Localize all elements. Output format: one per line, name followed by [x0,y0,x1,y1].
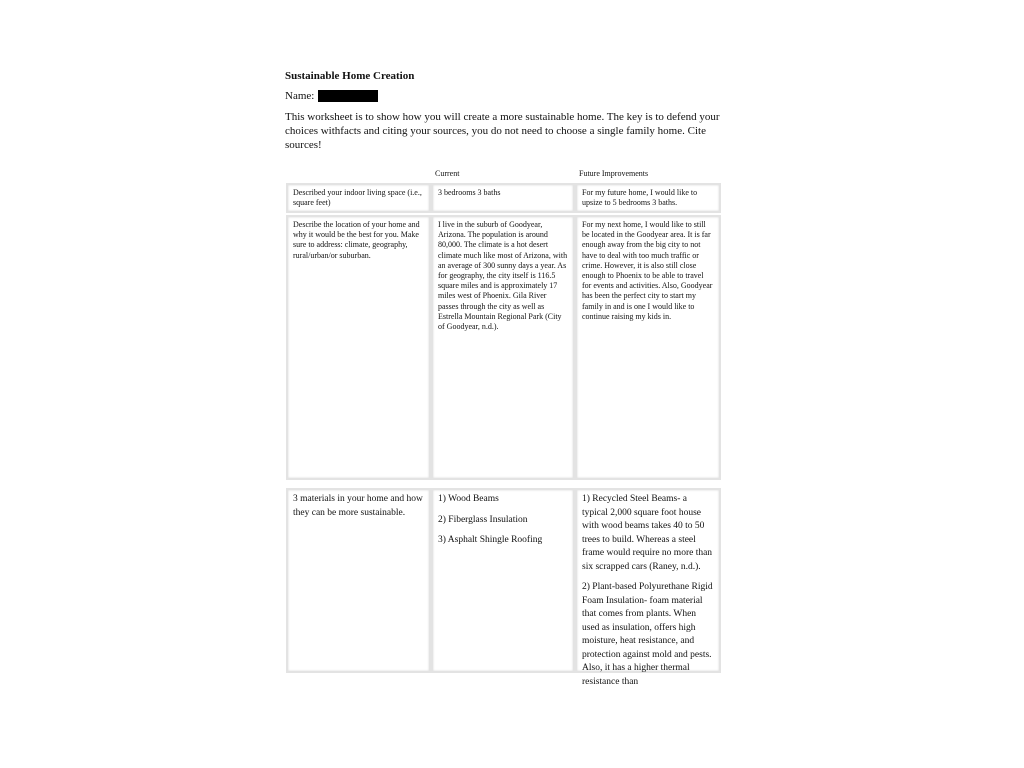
table-header-row [286,167,721,181]
worksheet-table [286,167,721,687]
redacted-name-box [318,90,378,102]
current-item: 3) Asphalt Shingle Roofing [438,535,543,545]
worksheet-page [285,70,735,152]
future-cell: For my next home, I would like to still be located in the Goodyear area. It is far enough away from the big city to not have to deal with too much traffic or crime. However, it is also still close enough to Phoenix to be able to travel for events and activities. Also, Goodyear has been the perfect city to start my family in and is one I would like to continue raising my kids in. [575,215,721,480]
row-label: 3 materials in your home and how they can be more sustainable. [286,488,431,673]
future-item: 2) Plant-based Polyurethane Rigid Foam Insulation- foam material that comes from plants. When used as insulation, offers high moisture, heat resistance, and protection against mold and pests. Also, it has a higher thermal resistance than [582,582,713,687]
document-title: Sustainable Home Creation [285,70,415,82]
row-label: Describe the location of your home and why it would be the best for you. Make sure to address: climate, geography, rural/urban/or suburban. [286,215,431,480]
future-item: 1) Recycled Steel Beams- a typical 2,000 square foot house with wood beams takes 40 to 50 trees to build. Whereas a steel frame would require no more than six scrapped cars (Raney, n.d.). [582,494,713,572]
table-row [286,183,721,213]
intro-paragraph: This worksheet is to show how you will create a more sustainable home. The key is to defend your choices withfacts and citing your sources, you do not need to choose a single family home. Cite sources! [285,111,720,151]
current-cell: I live in the suburb of Goodyear, Arizona. The population is around 80,000. The climate is a hot desert climate much like most of Arizona, with an average of 300 sunny days a year. As for geography, the city itself is 116.5 square miles and is approximately 17 miles west of Phoenix. Gila River passes through the city as well as Estrella Mountain Regional Park (City of Goodyear, n.d.). [431,215,575,480]
current-item: 2) Fiberglass Insulation [438,514,528,525]
future-cell [575,488,721,687]
table-row [286,215,721,480]
current-cell: 3 bedrooms 3 baths [431,183,575,213]
table-row [286,488,721,687]
name-row [285,90,735,102]
header-current: Current [435,169,460,178]
header-blank [286,167,431,181]
row-label: Described your indoor living space (i.e., square feet) [286,183,431,213]
header-future: Future Improvements [579,169,649,178]
future-cell: For my future home, I would like to upsize to 5 bedrooms 3 baths. [575,183,721,213]
current-cell [431,488,575,673]
name-label: Name: [285,90,315,102]
current-item: 1) Wood Beams [438,494,499,504]
